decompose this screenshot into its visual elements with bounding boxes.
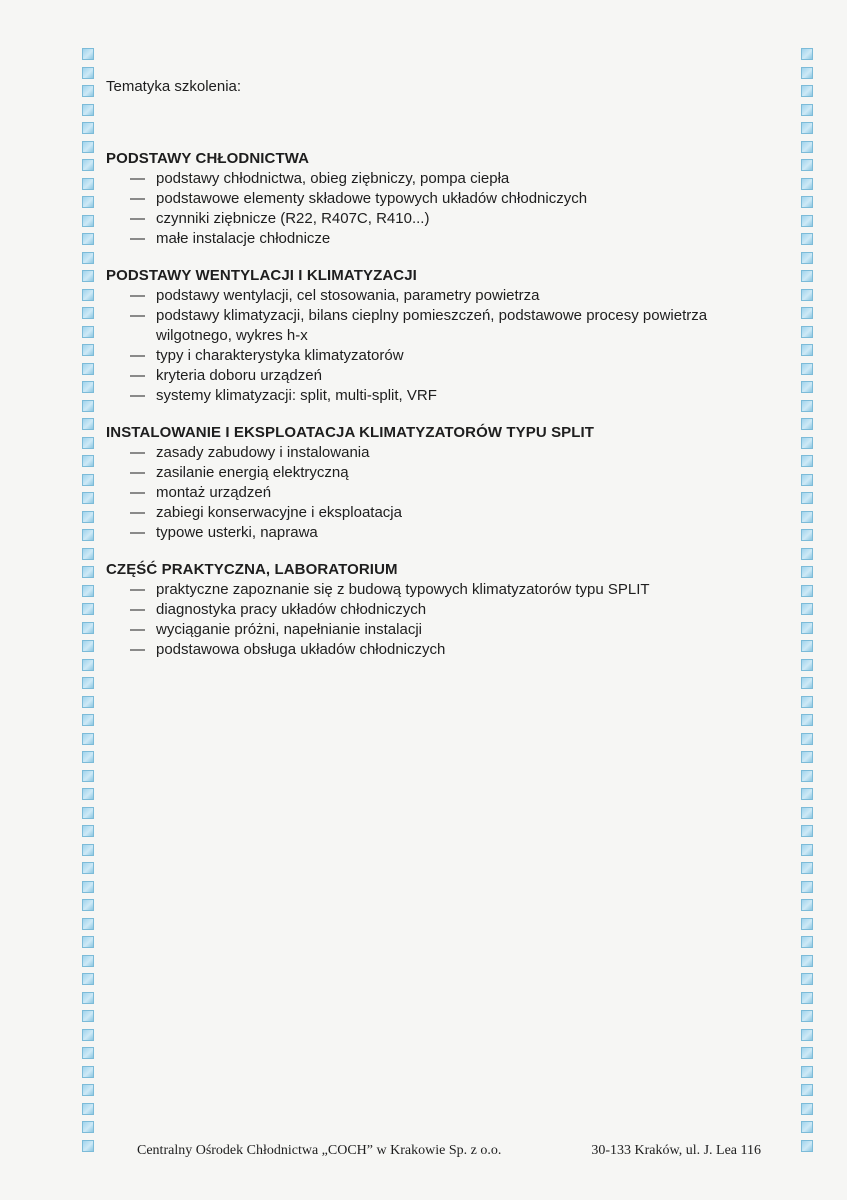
border-tile-icon (801, 400, 813, 412)
border-tile-icon (82, 825, 94, 837)
border-tile-icon (82, 437, 94, 449)
border-tile-icon (82, 548, 94, 560)
border-tile-icon (801, 733, 813, 745)
topic-list (106, 443, 786, 543)
border-tile-icon (801, 233, 813, 245)
list-item (106, 386, 786, 406)
section-title: PODSTAWY WENTYLACJI I KLIMATYZACJI (106, 267, 417, 284)
border-tile-icon (801, 326, 813, 338)
border-tile-icon (801, 992, 813, 1004)
border-tile-icon (82, 659, 94, 671)
border-tile-icon (801, 363, 813, 375)
border-tile-icon (801, 196, 813, 208)
list-item-text: małe instalacje chłodnicze (156, 230, 331, 247)
border-tile-icon (801, 1029, 813, 1041)
border-tile-icon (82, 178, 94, 190)
border-tile-icon (82, 215, 94, 227)
border-tile-icon (801, 881, 813, 893)
border-tile-icon (801, 936, 813, 948)
border-tile-icon (801, 511, 813, 523)
list-item-text: czynniki ziębnicze (R22, R407C, R410...) (156, 210, 430, 227)
border-tile-icon (801, 104, 813, 116)
border-tile-icon (801, 918, 813, 930)
border-tile-icon (82, 381, 94, 393)
border-tile-icon (801, 178, 813, 190)
list-item-text: podstawy klimatyzacji, bilans cieplny pomieszczeń, podstawowe procesy powietrza wilgotnego, wykres h-x (156, 307, 708, 344)
border-tile-icon (82, 733, 94, 745)
border-tile-icon (82, 252, 94, 264)
border-tile-icon (801, 548, 813, 560)
border-tile-icon (801, 751, 813, 763)
dash-bullet: — (130, 170, 145, 187)
dash-bullet: — (130, 581, 145, 598)
border-tile-icon (82, 159, 94, 171)
border-tile-icon (82, 603, 94, 615)
border-tile-icon (82, 141, 94, 153)
border-tile-icon (801, 955, 813, 967)
list-item-text: podstawowa obsługa układów chłodniczych (156, 641, 446, 658)
border-tile-icon (82, 788, 94, 800)
border-tile-icon (801, 844, 813, 856)
border-tile-icon (801, 899, 813, 911)
list-item-text: podstawowe elementy składowe typowych układów chłodniczych (156, 190, 588, 207)
border-tile-icon (801, 215, 813, 227)
border-tile-icon (801, 640, 813, 652)
border-tile-icon (82, 270, 94, 282)
list-item-text: zasilanie energią elektryczną (156, 464, 349, 481)
border-tile-icon (82, 48, 94, 60)
border-tile-icon (82, 363, 94, 375)
border-tile-icon (801, 973, 813, 985)
list-item (106, 229, 786, 249)
border-tile-icon (801, 474, 813, 486)
border-tile-icon (82, 1029, 94, 1041)
border-tile-icon (801, 1103, 813, 1115)
list-item-text: typowe usterki, naprawa (156, 524, 318, 541)
list-item-text: wyciąganie próżni, napełnianie instalacji (156, 621, 422, 638)
list-item (106, 209, 786, 229)
section-split-installation (106, 424, 786, 543)
border-tile-icon (82, 418, 94, 430)
border-tile-icon (82, 751, 94, 763)
dash-bullet: — (130, 307, 145, 324)
section-ventilation (106, 267, 786, 406)
border-tile-icon (801, 1140, 813, 1152)
section-title: INSTALOWANIE I EKSPLOATACJA KLIMATYZATORÓW TYPU SPLIT (106, 424, 595, 441)
list-item-text: diagnostyka pracy układów chłodniczych (156, 601, 427, 618)
dash-bullet: — (130, 504, 145, 521)
border-tile-icon (801, 696, 813, 708)
list-item (106, 286, 786, 306)
list-item-text: zabiegi konserwacyjne i eksploatacja (156, 504, 402, 521)
list-item-text: podstawy chłodnictwa, obieg ziębniczy, pompa ciepła (156, 170, 510, 187)
border-tile-icon (82, 918, 94, 930)
border-tile-icon (801, 770, 813, 782)
border-tile-icon (801, 825, 813, 837)
list-item (106, 346, 786, 366)
dash-bullet: — (130, 287, 145, 304)
dash-bullet: — (130, 387, 145, 404)
border-tile-icon (801, 622, 813, 634)
decorative-border-left (82, 48, 96, 1166)
border-tile-icon (82, 67, 94, 79)
border-tile-icon (82, 85, 94, 97)
border-tile-icon (82, 474, 94, 486)
list-item (106, 306, 786, 346)
footer-company: Centralny Ośrodek Chłodnictwa „COCH” w Krakowie Sp. z o.o. (137, 1143, 502, 1158)
border-tile-icon (82, 677, 94, 689)
list-item (106, 483, 786, 503)
border-tile-icon (82, 1121, 94, 1133)
border-tile-icon (801, 455, 813, 467)
border-tile-icon (82, 899, 94, 911)
border-tile-icon (82, 326, 94, 338)
intro-heading: Tematyka szkolenia: (106, 78, 242, 95)
border-tile-icon (801, 603, 813, 615)
border-tile-icon (82, 1084, 94, 1096)
list-item (106, 169, 786, 189)
border-tile-icon (801, 529, 813, 541)
border-tile-icon (801, 677, 813, 689)
section-title: PODSTAWY CHŁODNICTWA (106, 150, 310, 167)
border-tile-icon (82, 1066, 94, 1078)
border-tile-icon (801, 1010, 813, 1022)
border-tile-icon (82, 640, 94, 652)
border-tile-icon (801, 270, 813, 282)
list-item (106, 503, 786, 523)
list-item-text: kryteria doboru urządzeń (156, 367, 322, 384)
border-tile-icon (82, 844, 94, 856)
border-tile-icon (82, 1103, 94, 1115)
border-tile-icon (82, 1047, 94, 1059)
border-tile-icon (801, 437, 813, 449)
list-item (106, 463, 786, 483)
border-tile-icon (82, 289, 94, 301)
border-tile-icon (801, 492, 813, 504)
border-tile-icon (82, 992, 94, 1004)
border-tile-icon (801, 585, 813, 597)
list-item-text: typy i charakterystyka klimatyzatorów (156, 347, 404, 364)
decorative-border-right (801, 48, 815, 1166)
border-tile-icon (801, 307, 813, 319)
dash-bullet: — (130, 347, 145, 364)
border-tile-icon (801, 48, 813, 60)
border-tile-icon (801, 1066, 813, 1078)
list-item (106, 580, 786, 600)
border-tile-icon (801, 788, 813, 800)
border-tile-icon (82, 714, 94, 726)
border-tile-icon (801, 159, 813, 171)
section-practical (106, 561, 786, 660)
border-tile-icon (82, 585, 94, 597)
border-tile-icon (801, 252, 813, 264)
list-item (106, 443, 786, 463)
topic-list (106, 580, 786, 660)
border-tile-icon (82, 122, 94, 134)
border-tile-icon (82, 492, 94, 504)
border-tile-icon (801, 807, 813, 819)
list-item (106, 366, 786, 386)
list-item-text: systemy klimatyzacji: split, multi-split, VRF (156, 387, 437, 404)
border-tile-icon (82, 104, 94, 116)
border-tile-icon (82, 233, 94, 245)
list-item (106, 640, 786, 660)
border-tile-icon (82, 862, 94, 874)
border-tile-icon (82, 696, 94, 708)
border-tile-icon (801, 1084, 813, 1096)
dash-bullet: — (130, 367, 145, 384)
dash-bullet: — (130, 210, 145, 227)
border-tile-icon (82, 566, 94, 578)
dash-bullet: — (130, 621, 145, 638)
border-tile-icon (801, 1121, 813, 1133)
list-item (106, 600, 786, 620)
border-tile-icon (801, 418, 813, 430)
list-item-text: podstawy wentylacji, cel stosowania, parametry powietrza (156, 287, 540, 304)
border-tile-icon (82, 622, 94, 634)
topic-list (106, 169, 786, 249)
list-item-text: montaż urządzeń (156, 484, 272, 501)
border-tile-icon (801, 566, 813, 578)
dash-bullet: — (130, 230, 145, 247)
border-tile-icon (801, 659, 813, 671)
border-tile-icon (801, 714, 813, 726)
border-tile-icon (801, 381, 813, 393)
border-tile-icon (801, 344, 813, 356)
border-tile-icon (82, 807, 94, 819)
border-tile-icon (801, 67, 813, 79)
dash-bullet: — (130, 444, 145, 461)
dash-bullet: — (130, 464, 145, 481)
border-tile-icon (82, 770, 94, 782)
border-tile-icon (801, 122, 813, 134)
border-tile-icon (82, 455, 94, 467)
border-tile-icon (82, 1140, 94, 1152)
dash-bullet: — (130, 601, 145, 618)
border-tile-icon (82, 511, 94, 523)
page-footer (137, 1143, 761, 1159)
list-item-text: zasady zabudowy i instalowania (156, 444, 370, 461)
dash-bullet: — (130, 641, 145, 658)
border-tile-icon (801, 141, 813, 153)
border-tile-icon (801, 289, 813, 301)
list-item-text: praktyczne zapoznanie się z budową typowych klimatyzatorów typu SPLIT (156, 581, 650, 598)
dash-bullet: — (130, 190, 145, 207)
border-tile-icon (82, 973, 94, 985)
border-tile-icon (82, 400, 94, 412)
border-tile-icon (82, 936, 94, 948)
list-item (106, 523, 786, 543)
border-tile-icon (801, 862, 813, 874)
list-item (106, 620, 786, 640)
topic-list (106, 286, 786, 406)
footer-address: 30-133 Kraków, ul. J. Lea 116 (591, 1143, 761, 1158)
dash-bullet: — (130, 484, 145, 501)
section-title: CZĘŚĆ PRAKTYCZNA, LABORATORIUM (106, 561, 398, 578)
border-tile-icon (82, 881, 94, 893)
border-tile-icon (82, 529, 94, 541)
border-tile-icon (82, 955, 94, 967)
border-tile-icon (801, 1047, 813, 1059)
dash-bullet: — (130, 524, 145, 541)
border-tile-icon (82, 196, 94, 208)
document-body (106, 78, 786, 678)
border-tile-icon (82, 1010, 94, 1022)
list-item (106, 189, 786, 209)
border-tile-icon (82, 307, 94, 319)
border-tile-icon (82, 344, 94, 356)
border-tile-icon (801, 85, 813, 97)
section-refrigeration (106, 150, 786, 249)
